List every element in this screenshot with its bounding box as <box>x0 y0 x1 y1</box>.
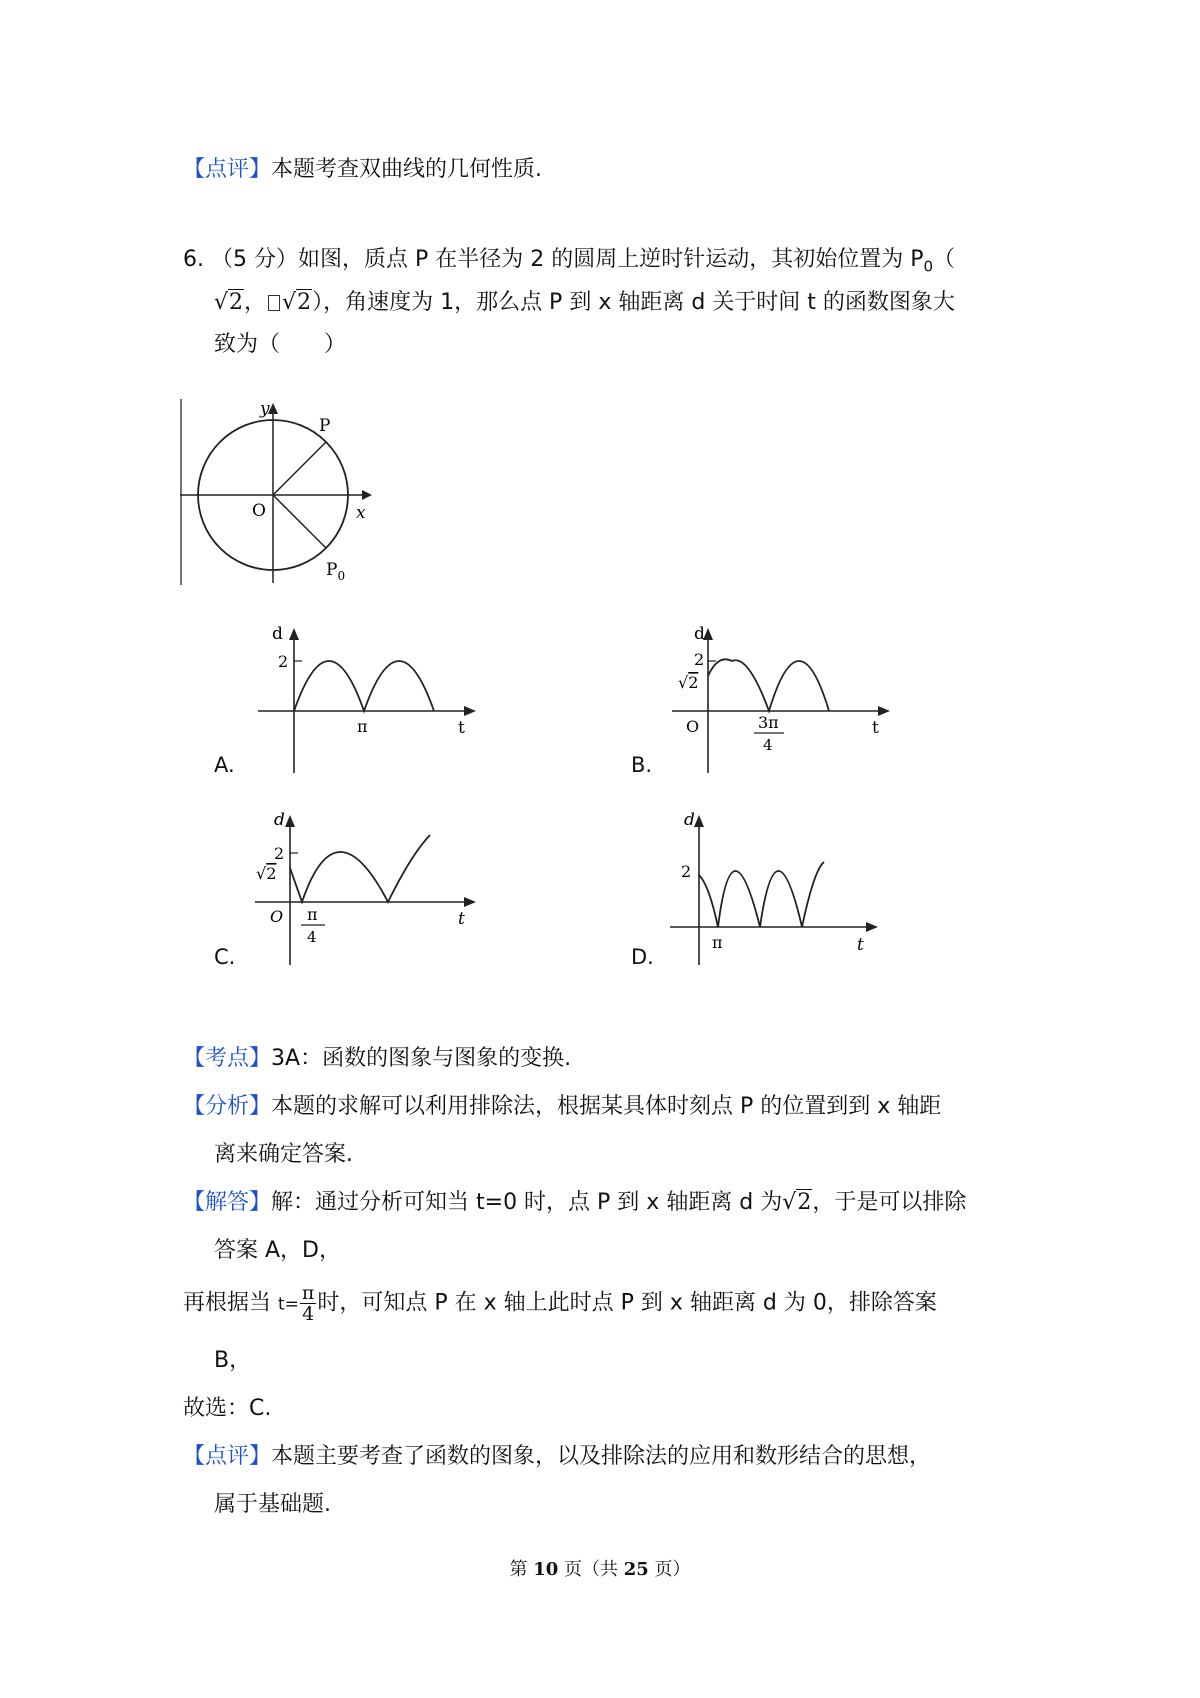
b-t-axis-arrow-icon <box>878 706 890 716</box>
p0-subscript: 0 <box>923 257 934 276</box>
paren-open: （ <box>933 247 956 272</box>
fenxi-tag: 【分析】 <box>183 1094 272 1119</box>
dianping-line-1 <box>183 1442 931 1472</box>
a-x-tick-label: π <box>357 717 368 736</box>
dianping-tag: 【点评】 <box>183 1444 272 1469</box>
jieda-t-eq: t= <box>278 1294 299 1315</box>
kaodian-tag: 【考点】 <box>183 1046 272 1071</box>
page-total: 25 <box>623 1559 649 1580</box>
option-d-label: D. <box>631 945 654 969</box>
jieda-text-1b: ，于是可以排除 <box>812 1190 967 1215</box>
c-y-tick-label: 2 <box>274 844 285 863</box>
b-x-tick-den: 4 <box>763 736 773 754</box>
jieda-line-3 <box>183 1283 937 1324</box>
option-a-label: A. <box>214 753 235 777</box>
d-curve <box>699 862 824 927</box>
fenxi-line-2: 离来确定答案. <box>214 1142 353 1167</box>
dianping-text-1: 本题主要考查了函数的图象，以及排除法的应用和数形结合的思想， <box>271 1444 932 1469</box>
question-line-3: 致为（ ） <box>214 332 347 357</box>
kaodian-line <box>183 1044 571 1074</box>
radius-p <box>273 442 326 495</box>
b-x-tick-num: 3π <box>758 713 779 732</box>
option-c-label: C. <box>214 945 236 969</box>
c-d-axis-arrow-icon <box>285 815 295 827</box>
jieda-text-1a: 解：通过分析可知当 t=0 时，点 P 到 x 轴距离 d 为 <box>271 1190 783 1215</box>
question-text-1: 如图，质点 P 在半径为 2 的圆周上逆时针运动，其初始位置为 P <box>298 247 924 272</box>
a-t-axis-arrow-icon <box>464 706 476 716</box>
page-footer: 第 10 页（共 25 页） <box>509 1559 691 1580</box>
c-d-label: d <box>274 810 285 830</box>
b-sqrt-tick-label: √2 <box>678 673 699 692</box>
b-curve <box>708 659 829 711</box>
coord-sep: ， <box>244 290 267 315</box>
jieda-line-1 <box>183 1188 966 1218</box>
option-a-graph <box>250 620 480 780</box>
c-x-tick-den: 4 <box>307 928 317 946</box>
radius-p0 <box>273 495 326 548</box>
a-curve <box>294 661 434 711</box>
question-line-2 <box>214 288 955 318</box>
c-t-axis-arrow-icon <box>464 897 476 907</box>
d-x-tick-label: π <box>712 933 723 952</box>
b-d-label: d <box>694 624 705 644</box>
c-x-tick-num: π <box>307 905 318 924</box>
question-number: 6. <box>183 247 204 272</box>
c-curve <box>290 835 430 902</box>
b-origin-label: O <box>686 717 700 736</box>
d-y-tick-label: 2 <box>681 862 692 881</box>
a-d-axis-arrow-icon <box>289 628 299 640</box>
c-sqrt-tick-label: √2 <box>256 864 277 883</box>
d-d-axis-arrow-icon <box>694 815 704 827</box>
p-label: P <box>319 416 331 436</box>
option-b-label: B. <box>631 753 653 777</box>
jieda-line-2: 答案 A，D， <box>214 1238 341 1263</box>
x-axis-arrow-icon <box>362 490 372 500</box>
circle-figure <box>180 395 380 590</box>
option-d-graph <box>664 805 894 970</box>
question-line-1 <box>183 245 955 281</box>
y-axis-label: y <box>260 399 270 419</box>
jieda-text-3b: 时，可知点 P 在 x 轴上此时点 P 到 x 轴距离 d 为 0，排除答案 <box>317 1290 937 1316</box>
p0-label: $P_0$ <box>326 560 346 583</box>
jieda-fraction: $\frac{\pi}{4}$ <box>301 1282 315 1325</box>
kaodian-text: 3A：函数的图象与图象的变换. <box>271 1046 572 1071</box>
page-number: 10 <box>533 1559 559 1580</box>
jieda-tag: 【解答】 <box>183 1190 272 1215</box>
prev-comment <box>183 155 542 185</box>
jieda-line-5: 故选：C. <box>183 1396 272 1421</box>
jieda-line-4: B， <box>214 1348 252 1373</box>
b-y-tick-label: 2 <box>694 650 705 669</box>
sqrt-y: √2 <box>282 290 312 315</box>
option-c-graph <box>250 805 480 970</box>
a-d-label: d <box>272 624 283 644</box>
a-t-label: t <box>458 718 465 738</box>
comment-text: 本题考查双曲线的几何性质. <box>271 157 543 182</box>
dianping-line-2: 属于基础题. <box>214 1492 331 1517</box>
a-y-tick-label: 2 <box>278 652 289 671</box>
d-d-label: d <box>684 810 695 830</box>
fenxi-text-1: 本题的求解可以利用排除法，根据某具体时刻点 P 的位置到到 x 轴距 <box>271 1094 942 1119</box>
x-axis-label: x <box>356 503 366 523</box>
fenxi-line-1 <box>183 1092 941 1122</box>
d-t-label: t <box>857 935 864 955</box>
jieda-sqrt: √2 <box>782 1190 812 1215</box>
jieda-text-3a: 再根据当 <box>183 1290 278 1316</box>
c-origin-label: O <box>270 907 284 926</box>
d-t-axis-arrow-icon <box>866 922 878 932</box>
question-text-2: ），角速度为 1，那么点 P 到 x 轴距离 d 关于时间 t 的函数图象大 <box>312 290 955 315</box>
missing-glyph-icon <box>268 295 280 311</box>
sqrt-x: √2 <box>214 290 244 315</box>
b-t-label: t <box>872 718 879 738</box>
c-t-label: t <box>458 909 465 929</box>
comment-tag: 【点评】 <box>183 157 272 182</box>
origin-label: O <box>252 501 266 521</box>
question-score: （5 分） <box>211 247 298 272</box>
option-b-graph <box>664 620 894 780</box>
